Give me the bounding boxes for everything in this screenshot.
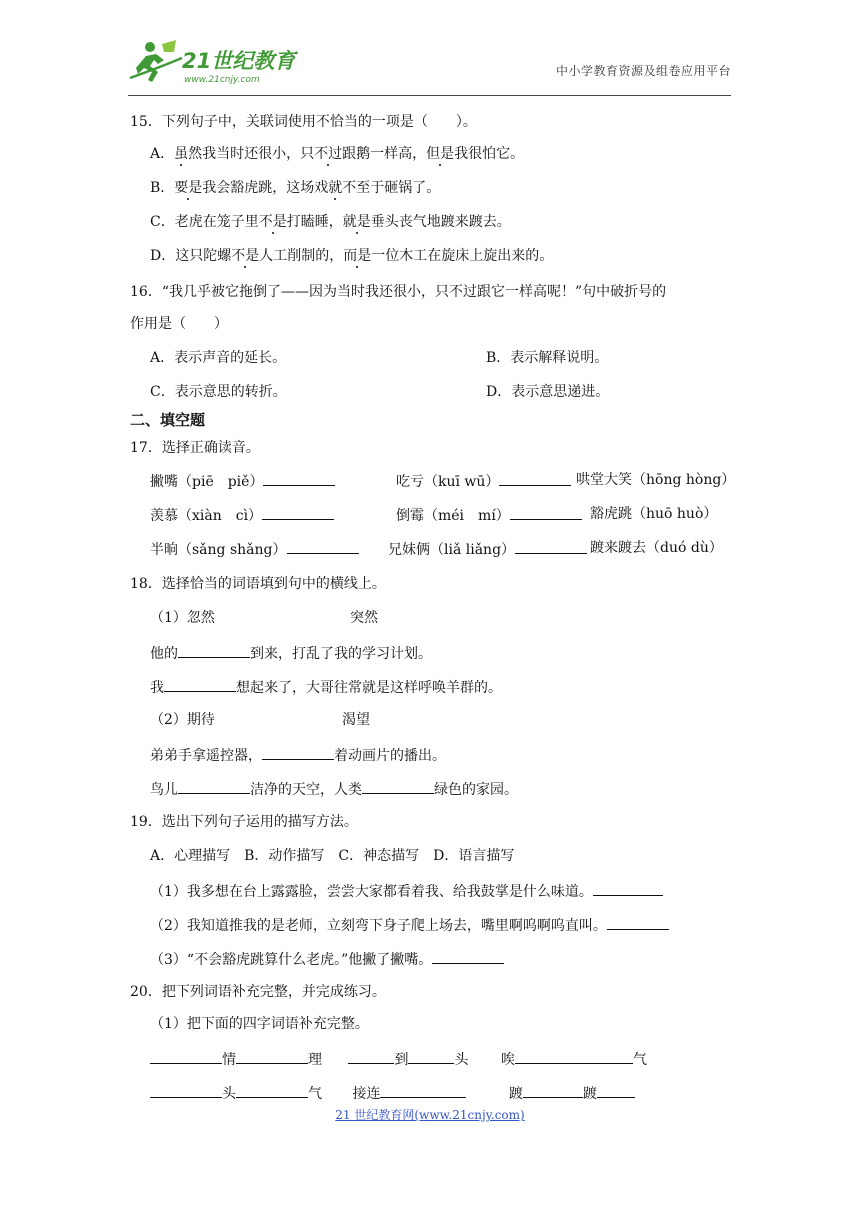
answer-blank[interactable] [499, 470, 571, 486]
idiom-row: 情 理 到 头 唉 气 [150, 1048, 647, 1070]
answer-blank[interactable] [236, 1082, 308, 1098]
q15-option-b: B．要是我会豁虎跳，这场戏就不至于砸锅了。 [150, 180, 441, 196]
q18-word-group: （1）忽然 [150, 610, 215, 626]
q15-option-a: A．虽然我当时还很小，只不过跟鹅一样高，但是我很怕它。 [150, 146, 525, 162]
answer-blank[interactable] [607, 914, 669, 930]
answer-blank[interactable] [287, 538, 359, 554]
footer-link[interactable]: 21 世纪教育网(www.21cnjy.com) [335, 1108, 525, 1122]
q18-stem: 18．选择恰当的词语填到句中的横线上。 [130, 576, 386, 592]
q16-option-c: C．表示意思的转折。 [150, 384, 287, 400]
q18-sentence: 鸟儿 洁净的天空，人类 绿色的家园。 [150, 778, 518, 800]
answer-blank[interactable] [262, 744, 334, 760]
q18-word-group: （2）期待 [150, 712, 215, 728]
q17-item: 羡慕（xiàn cì） [150, 504, 334, 526]
answer-blank[interactable] [432, 948, 504, 964]
q17-stem: 17．选择正确读音。 [130, 440, 260, 456]
q15-option-c: C．老虎在笼子里不是打瞌睡，就是垂头丧气地踱来踱去。 [150, 214, 511, 230]
q20-stem: 20．把下列词语补充完整，并完成练习。 [130, 984, 386, 1000]
answer-blank[interactable] [262, 504, 334, 520]
q15-option-d: D．这只陀螺不是人工削制的，而是一位木工在旋床上旋出来的。 [150, 248, 554, 264]
runner-icon [130, 40, 182, 82]
q18-sentence: 弟弟手拿遥控器， 着动画片的播出。 [150, 744, 446, 766]
q17-item: 撇嘴（piē piě） [150, 470, 335, 492]
logo [128, 38, 298, 86]
q15-stem: 15．下列句子中，关联词使用不恰当的一项是（ ）。 [130, 114, 477, 130]
answer-blank[interactable] [178, 778, 250, 794]
q19-stem: 19．选出下列句子运用的描写方法。 [130, 814, 358, 830]
answer-blank[interactable] [236, 1048, 308, 1064]
answer-blank[interactable] [380, 1082, 466, 1098]
q17-item: 踱来踱去（duó dù） [590, 540, 723, 556]
answer-blank[interactable] [523, 1082, 583, 1098]
answer-blank[interactable] [150, 1048, 222, 1064]
q19-item: （2）我知道推我的是老师，立刻弯下身子爬上场去，嘴里啊呜啊呜直叫。 [150, 914, 669, 936]
q18-word-alt: 突然 [350, 610, 378, 626]
answer-blank[interactable] [150, 1082, 222, 1098]
q19-item: （1）我多想在台上露露脸，尝尝大家都看着我、给我鼓掌是什么味道。 [150, 880, 663, 902]
q18-sentence: 我 想起来了，大哥往常就是这样呼唤羊群的。 [150, 676, 502, 698]
q19-options: A．心理描写 B．动作描写 C．神态描写 D．语言描写 [150, 848, 515, 864]
q17-item: 半晌（sǎng shǎng） [150, 538, 359, 560]
q16-option-a: A．表示声音的延长。 [150, 350, 287, 366]
q17-item: 豁虎跳（huō huò） [590, 506, 718, 522]
logo-url: www.21cnjy.com [184, 75, 260, 85]
q16-option-d: D．表示意思递进。 [486, 384, 610, 400]
answer-blank[interactable] [178, 642, 250, 658]
answer-blank[interactable] [510, 504, 582, 520]
platform-name: 中小学教育资源及组卷应用平台 [555, 64, 731, 78]
q16-stem-line2: 作用是（ ） [130, 316, 228, 332]
answer-blank[interactable] [164, 676, 236, 692]
header-divider [128, 95, 731, 96]
q17-item: 倒霉（méi mí） [396, 504, 582, 526]
answer-blank[interactable] [515, 538, 587, 554]
answer-blank[interactable] [597, 1082, 635, 1098]
answer-blank[interactable] [593, 880, 663, 896]
q18-word-alt: 渴望 [342, 712, 370, 728]
answer-blank[interactable] [348, 1048, 394, 1064]
q19-item: （3）“不会豁虎跳算什么老虎。”他撇了撇嘴。 [150, 948, 504, 970]
section-title: 二、填空题 [130, 411, 206, 429]
q17-item: 哄堂大笑（hōng hòng） [576, 472, 736, 488]
answer-blank[interactable] [408, 1048, 454, 1064]
idiom-row: 头 气 接连 踱 踱 [150, 1082, 635, 1104]
answer-blank[interactable] [362, 778, 434, 794]
q17-item: 吃亏（kuī wū） [396, 470, 571, 492]
answer-blank[interactable] [515, 1048, 633, 1064]
logo-title: 21世纪教育 [182, 49, 296, 73]
answer-blank[interactable] [263, 470, 335, 486]
q17-item: 兄妹俩（liǎ liǎng） [388, 538, 587, 560]
q20-part1: （1）把下面的四字词语补充完整。 [150, 1016, 369, 1032]
q16-stem-line1: 16．“我几乎被它拖倒了——因为当时我还很小，只不过跟它一样高呢！”句中破折号的 [130, 284, 667, 300]
page-header [128, 38, 731, 94]
q18-sentence: 他的 到来，打乱了我的学习计划。 [150, 642, 432, 664]
q16-option-b: B．表示解释说明。 [486, 350, 609, 366]
